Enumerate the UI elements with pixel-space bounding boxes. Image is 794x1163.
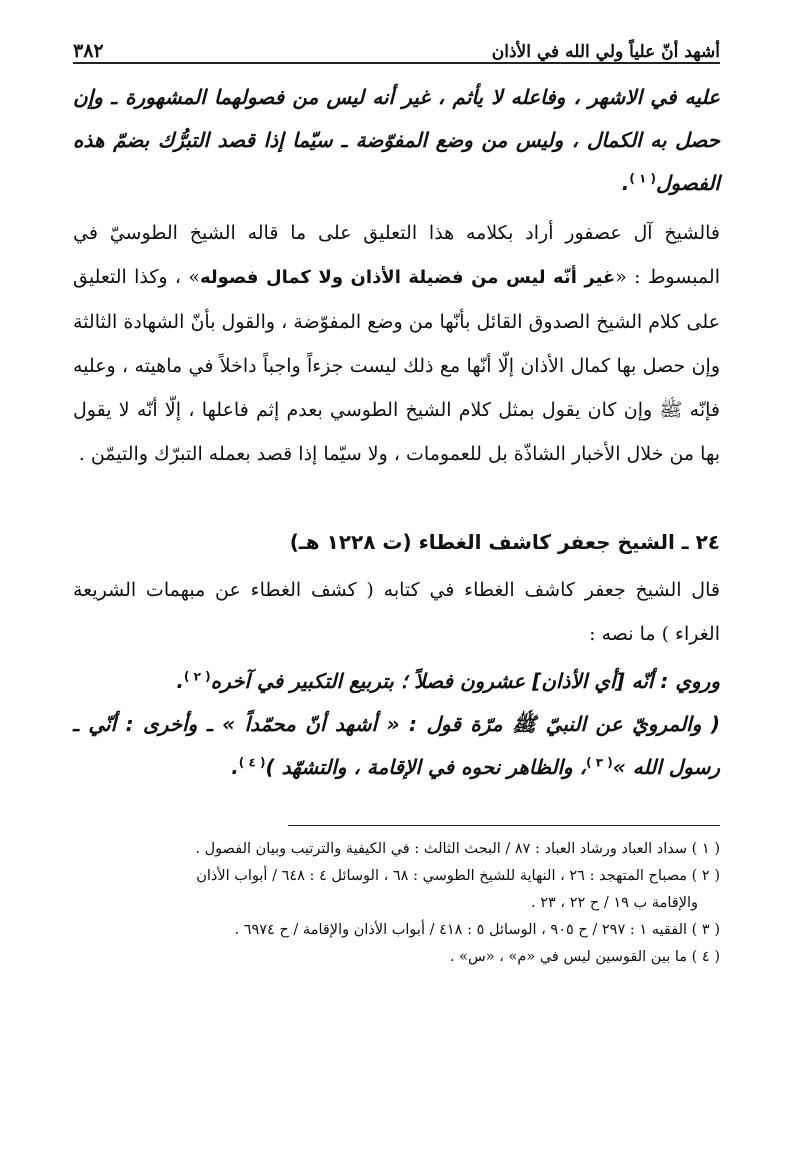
page-number: ٣٨٢ bbox=[73, 40, 104, 62]
quote-3-text-2: ، والظاهر نحوه في الإقامة ، والتشهّد ) bbox=[265, 755, 587, 779]
footnote-1: ( ١ ) سداد العباد ورشاد العباد : ٨٧ / البحث الثالث : في الكيفية والترتيب وبيان الفصول . bbox=[195, 841, 720, 857]
footnote-ref-4: ( ٤ ) bbox=[238, 755, 266, 770]
footnote-ref-3: ( ٣ ) bbox=[586, 755, 613, 770]
footnote-3: ( ٣ ) الفقيه ١ : ٢٩٧ / ح ٩٠٥ ، الوسائل ٥ : ٤١٨ / أبواب الأذان والإقامة / ح ٦٩٧٤ . bbox=[234, 922, 720, 938]
quote-3-end: . bbox=[231, 755, 239, 779]
quoted-passage-2 bbox=[73, 660, 720, 703]
section-heading: ٢٤ ـ الشيخ جعفر كاشف الغطاء (ت ١٢٢٨ هـ) bbox=[289, 530, 720, 554]
footnote-2: ( ٢ ) مصباح المتهجد : ٢٦ ، النهاية للشيخ الطوسي : ٦٨ ، الوسائل ٤ : ٦٤٨ / أبواب الأذان bbox=[196, 868, 720, 884]
footnote-ref-2: ( ٢ ) bbox=[183, 669, 211, 684]
footnote-4: ( ٤ ) ما بين القوسين ليس في «م» ، «س» . bbox=[449, 949, 720, 965]
paragraph-1-part-2: » ، وكذا التعليق على كلام الشيخ الصدوق القائل بأنّها من وضع المفوّضة ، والقول بأنّ الشهادة الثالثة وإن حصل بها كمال الأذان إلّا أنّها مع ذلك ليست جزءاً واجباً داخلاً في ماهيته ، وعليه فإنّه ﷺ وإن كان يقول بمثل كلام الشيخ الطوسي بعدم إثم فاعلها ، إلّا أنّه لا يقول بها من خلال الأخبار الشاذّة بل للعمومات ، ولا سيّما إذا قصد بعمله التبرّك والتيمّن . bbox=[73, 266, 720, 465]
quoted-passage-3 bbox=[73, 703, 720, 789]
quote-2-end: . bbox=[176, 669, 184, 693]
quoted-passage-1 bbox=[73, 76, 720, 205]
footnote-2-continued: والإقامة ب ١٩ / ح ٢٢ ، ٢٣ . bbox=[531, 895, 698, 911]
running-title: أشهد أنّ علياً ولي الله في الأذان bbox=[491, 42, 720, 62]
footnotes bbox=[73, 836, 720, 971]
quote-2-text: وروي : أنّه [أي الأذان] عشرون فصلاً ؛ بتربيع التكبير في آخره bbox=[210, 669, 720, 693]
quote-1-end: . bbox=[621, 171, 630, 195]
commentary-paragraph bbox=[73, 211, 720, 476]
paragraph-1-part-1: فالشيخ آل عصفور أراد بكلامه هذا التعليق على ما قاله الشيخ الطوسيّ في المبسوط : « bbox=[73, 222, 720, 288]
quote-1-text: عليه في الاشهر ، وفاعله لا يأثم ، غير أنه ليس من فصولهما المشهورة ـ وإن حصل به الكمال ، وليس من وضع المفوّضة ـ سيّما إذا قصد التبرُّك بضمّ هذه الفصول bbox=[73, 85, 720, 195]
footnote-separator bbox=[73, 825, 720, 826]
section-intro: قال الشيخ جعفر كاشف الغطاء في كتابه ( كشف الغطاء عن مبهمات الشريعة الغراء ) ما نصه : bbox=[73, 579, 720, 645]
quote-3-text-1: ( والمرويّ عن النبيّ ﷺ مرّة قول : « أشهد أنّ محمّداً » ـ وأخرى : أنّي ـ رسول الله » bbox=[73, 712, 720, 779]
page-header bbox=[73, 22, 720, 64]
paragraph-1-emphasis: غير أنّه ليس من فضيلة الأذان ولا كمال فصوله bbox=[199, 267, 616, 288]
footnote-ref-1: ( ١ ) bbox=[629, 171, 657, 186]
